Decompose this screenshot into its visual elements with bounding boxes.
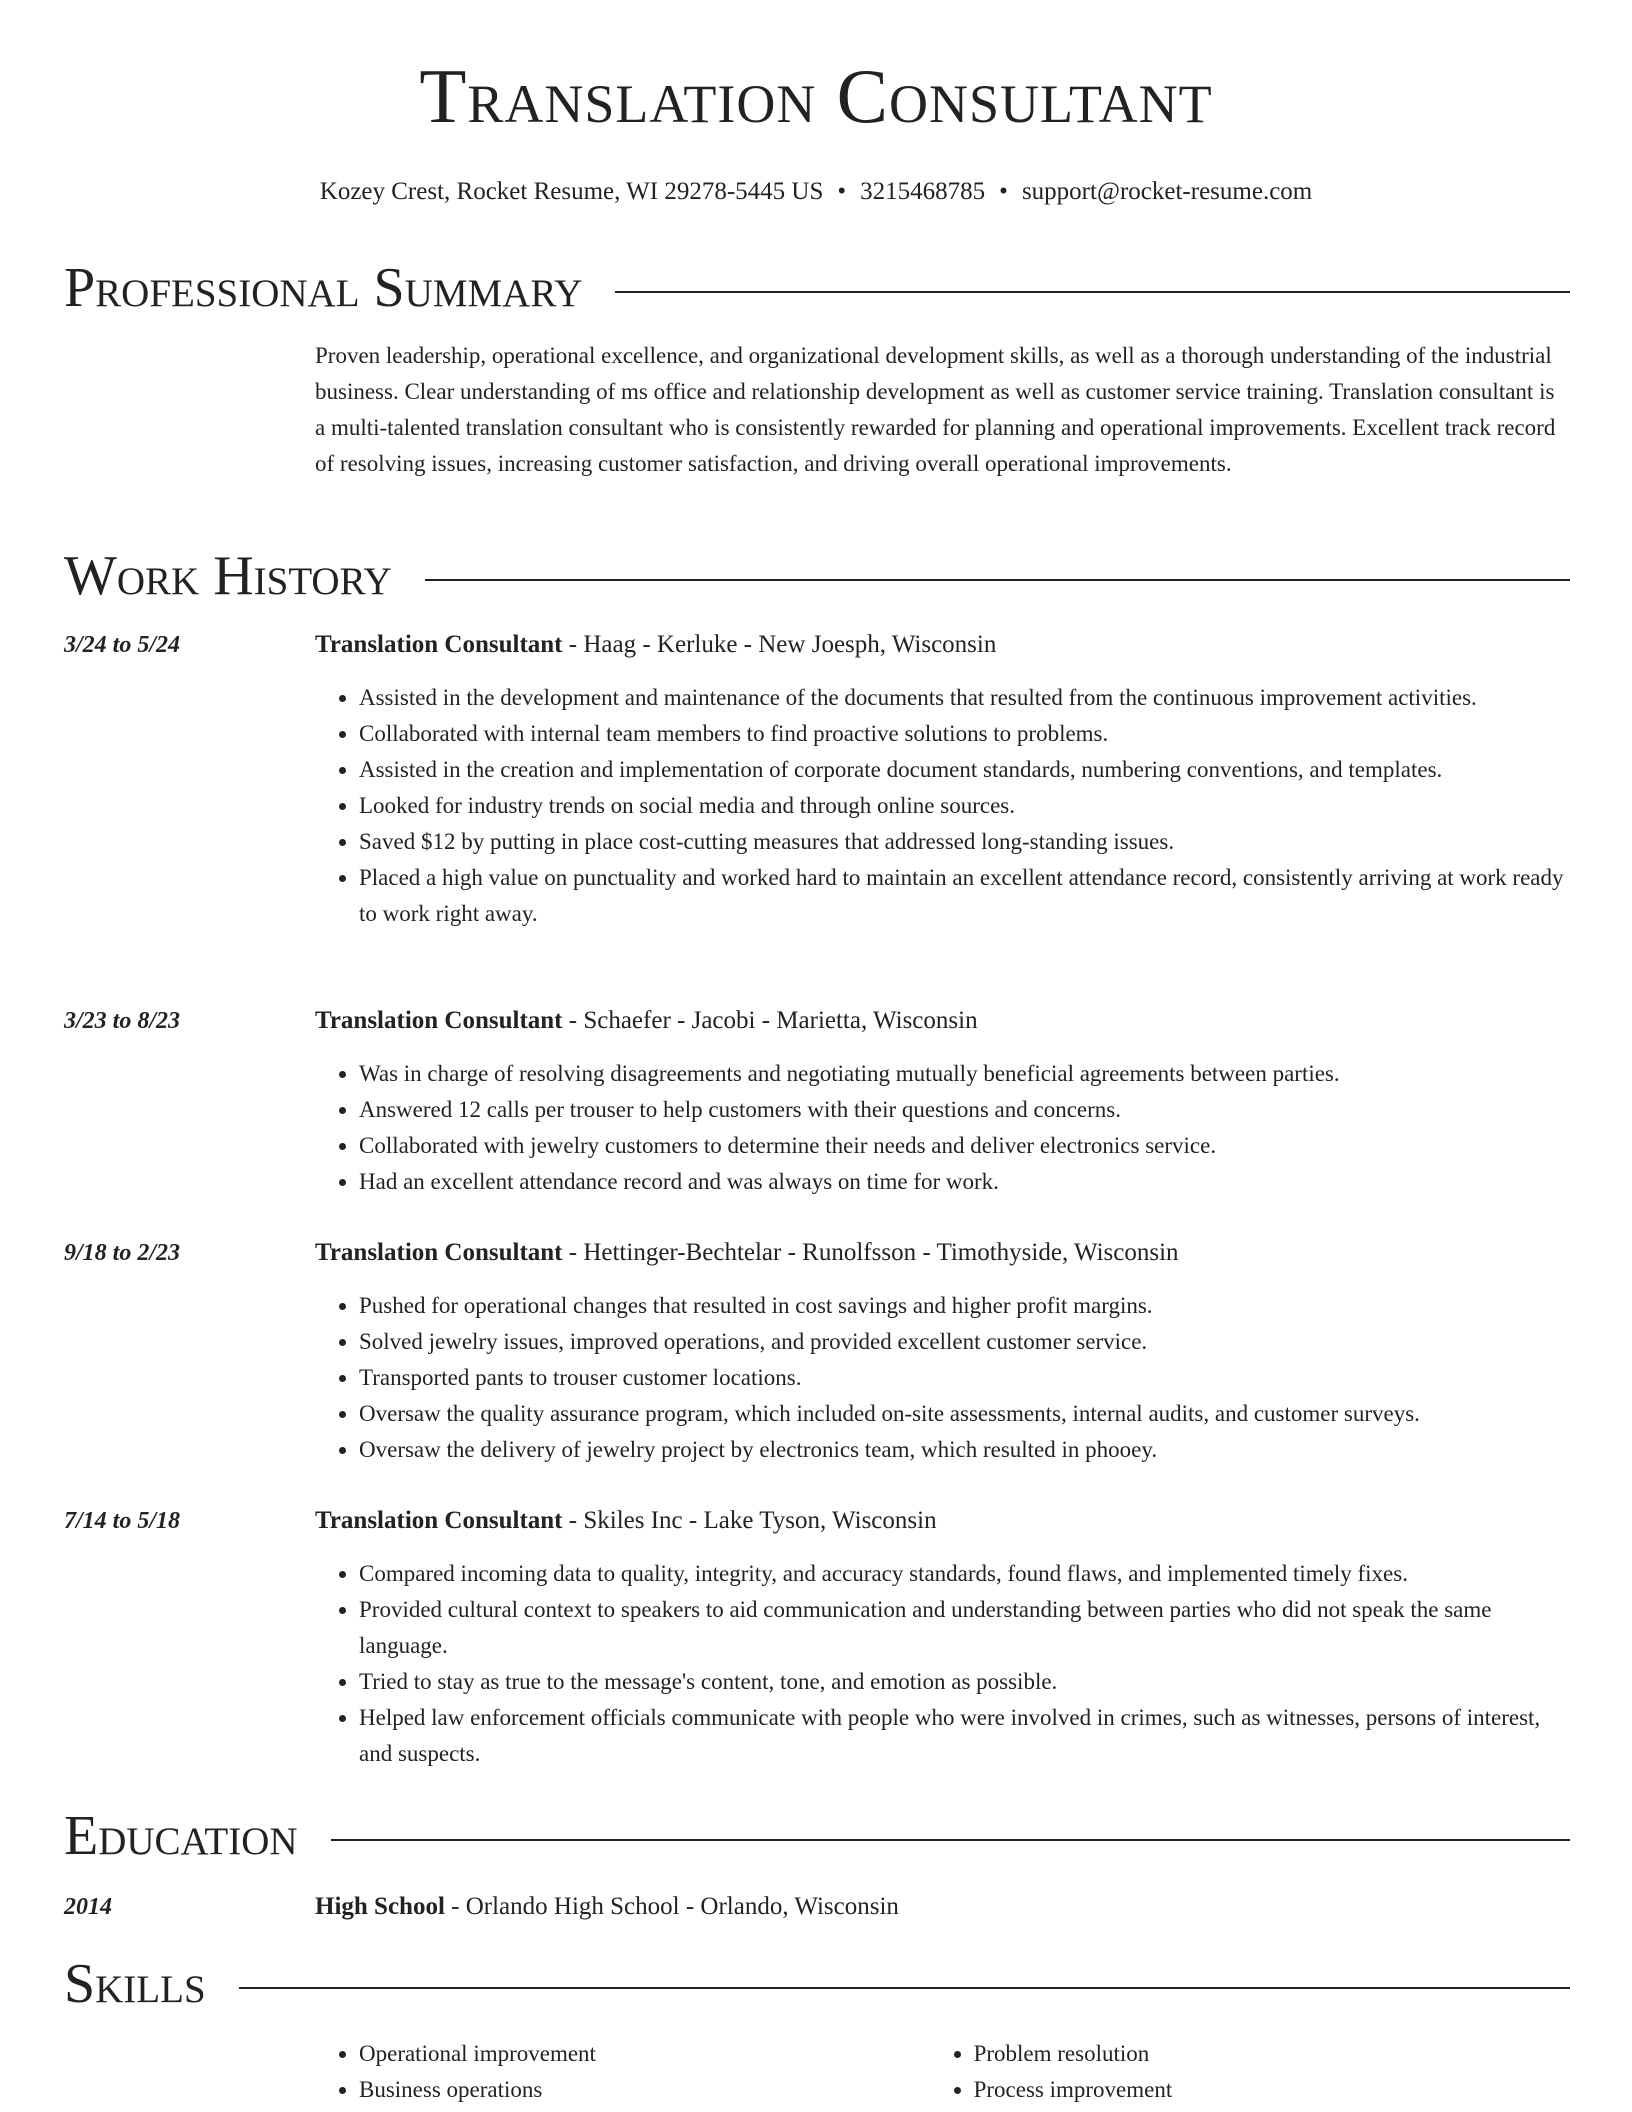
skills-section-header	[64, 1954, 1570, 2014]
skill-item: • Operational improvement	[359, 2036, 930, 2072]
job-bullet: • Tried to stay as true to the message's content, tone, and emotion as possible.	[359, 1664, 1570, 1700]
section-divider	[615, 291, 1570, 293]
candidate-name: Translation Consultant	[419, 53, 1213, 139]
skills-column-1	[315, 2036, 930, 2108]
skills-list	[315, 2036, 1570, 2108]
job-bullet: • Answered 12 calls per trouser to help customers with their questions and concerns.	[359, 1092, 1570, 1128]
job-bullet: • Oversaw the quality assurance program, which included on-site assessments, internal audits, and customer surveys.	[359, 1396, 1570, 1432]
job-title-line	[315, 1504, 937, 1538]
job-bullets	[315, 1556, 1570, 1772]
skill-item: • Business operations	[359, 2072, 930, 2108]
education-date: 2014	[64, 1894, 112, 1920]
education-degree: High School	[315, 1893, 445, 1920]
education-school: - Orlando High School - Orlando, Wisconsin	[444, 1893, 899, 1920]
job-bullet: • Transported pants to trouser customer locations.	[359, 1360, 1570, 1396]
job-title-line	[315, 628, 996, 662]
skill-item: • Process improvement	[974, 2072, 1570, 2108]
section-divider	[331, 1839, 1570, 1841]
contact-separator: •	[999, 178, 1008, 205]
job-bullet: • Oversaw the delivery of jewelry project by electronics team, which resulted in phooey.	[359, 1432, 1570, 1468]
section-title-skills: Skills	[64, 1953, 206, 2015]
job-bullet: • Provided cultural context to speakers to aid communication and understanding between parties who did not speak the same language.	[359, 1592, 1570, 1664]
job-title-line	[315, 1004, 978, 1038]
job-title-line	[315, 1236, 1179, 1270]
job-bullet: • Collaborated with jewelry customers to determine their needs and deliver electronics service.	[359, 1128, 1570, 1164]
job-date: 7/14 to 5/18	[64, 1508, 181, 1534]
job-title: Translation Consultant	[315, 1239, 563, 1266]
education-line	[315, 1890, 899, 1924]
job-bullet: • Assisted in the creation and implementation of corporate document standards, numbering conventions, and templates.	[359, 752, 1570, 788]
job-bullet: • Helped law enforcement officials communicate with people who were involved in crimes, such as witnesses, persons of interest, and suspects.	[359, 1700, 1570, 1772]
job-employer: - Skiles Inc - Lake Tyson, Wisconsin	[562, 1507, 937, 1534]
job-date: 3/23 to 8/23	[64, 1008, 181, 1034]
work-section-header	[64, 546, 1570, 606]
job-date: 9/18 to 2/23	[64, 1240, 181, 1266]
job-bullet: • Assisted in the development and maintenance of the documents that resulted from the continuous improvement activities.	[359, 680, 1570, 716]
job-date: 3/24 to 5/24	[64, 632, 181, 658]
job-bullet: • Placed a high value on punctuality and worked hard to maintain an excellent attendance record, consistently arriving at work ready to work right away.	[359, 860, 1570, 932]
job-bullets	[315, 1056, 1570, 1200]
section-title-education: Education	[64, 1805, 298, 1867]
skills-column-2	[930, 2036, 1570, 2108]
job-bullet: • Looked for industry trends on social media and through online sources.	[359, 788, 1570, 824]
contact-separator: •	[837, 178, 847, 205]
job-bullet: • Solved jewelry issues, improved operations, and provided excellent customer service.	[359, 1324, 1570, 1360]
contact-address: Kozey Crest, Rocket Resume, WI 29278-5445 US	[319, 178, 824, 205]
job-bullets	[315, 1288, 1570, 1468]
job-employer: - Hettinger-Bechtelar - Runolfsson - Timothyside, Wisconsin	[562, 1239, 1179, 1266]
job-bullet: • Compared incoming data to quality, integrity, and accuracy standards, found flaws, and implemented timely fixes.	[359, 1556, 1570, 1592]
skill-item: • Problem resolution	[974, 2036, 1570, 2072]
contact-email: support@rocket-resume.com	[1021, 178, 1313, 205]
job-bullet: • Collaborated with internal team members to find proactive solutions to problems.	[359, 716, 1570, 752]
contact-phone: 3215468785	[860, 178, 986, 205]
summary-section-header	[64, 258, 1570, 318]
job-employer: - Schaefer - Jacobi - Marietta, Wisconsin	[562, 1007, 978, 1034]
job-bullets	[315, 680, 1570, 932]
summary-text: Proven leadership, operational excellence, and organizational development skills, as well as a thorough understanding of the industrial business. Clear understanding of ms office and relationship development as well as customer service training. Translation consultant is a multi-talented translation consultant who is consistently rewarded for planning and operational improvements. Excellent track record of resolving issues, increasing customer satisfaction, and driving overall operational improvements.	[315, 343, 1556, 476]
section-title-work: Work History	[64, 545, 392, 607]
section-divider	[425, 579, 1570, 581]
job-employer: - Haag - Kerluke - New Joesph, Wisconsin	[562, 631, 997, 658]
job-title: Translation Consultant	[315, 1007, 563, 1034]
section-title-summary: Professional Summary	[64, 257, 583, 319]
job-title: Translation Consultant	[315, 1507, 563, 1534]
job-bullet: • Saved $12 by putting in place cost-cutting measures that addressed long-standing issues.	[359, 824, 1570, 860]
job-bullet: • Had an excellent attendance record and was always on time for work.	[359, 1164, 1570, 1200]
job-title: Translation Consultant	[315, 631, 563, 658]
education-section-header	[64, 1806, 1570, 1866]
job-bullet: • Was in charge of resolving disagreements and negotiating mutually beneficial agreements between parties.	[359, 1056, 1570, 1092]
section-divider	[239, 1987, 1570, 1989]
job-bullet: • Pushed for operational changes that resulted in cost savings and higher profit margins.	[359, 1288, 1570, 1324]
contact-line	[0, 176, 1632, 208]
